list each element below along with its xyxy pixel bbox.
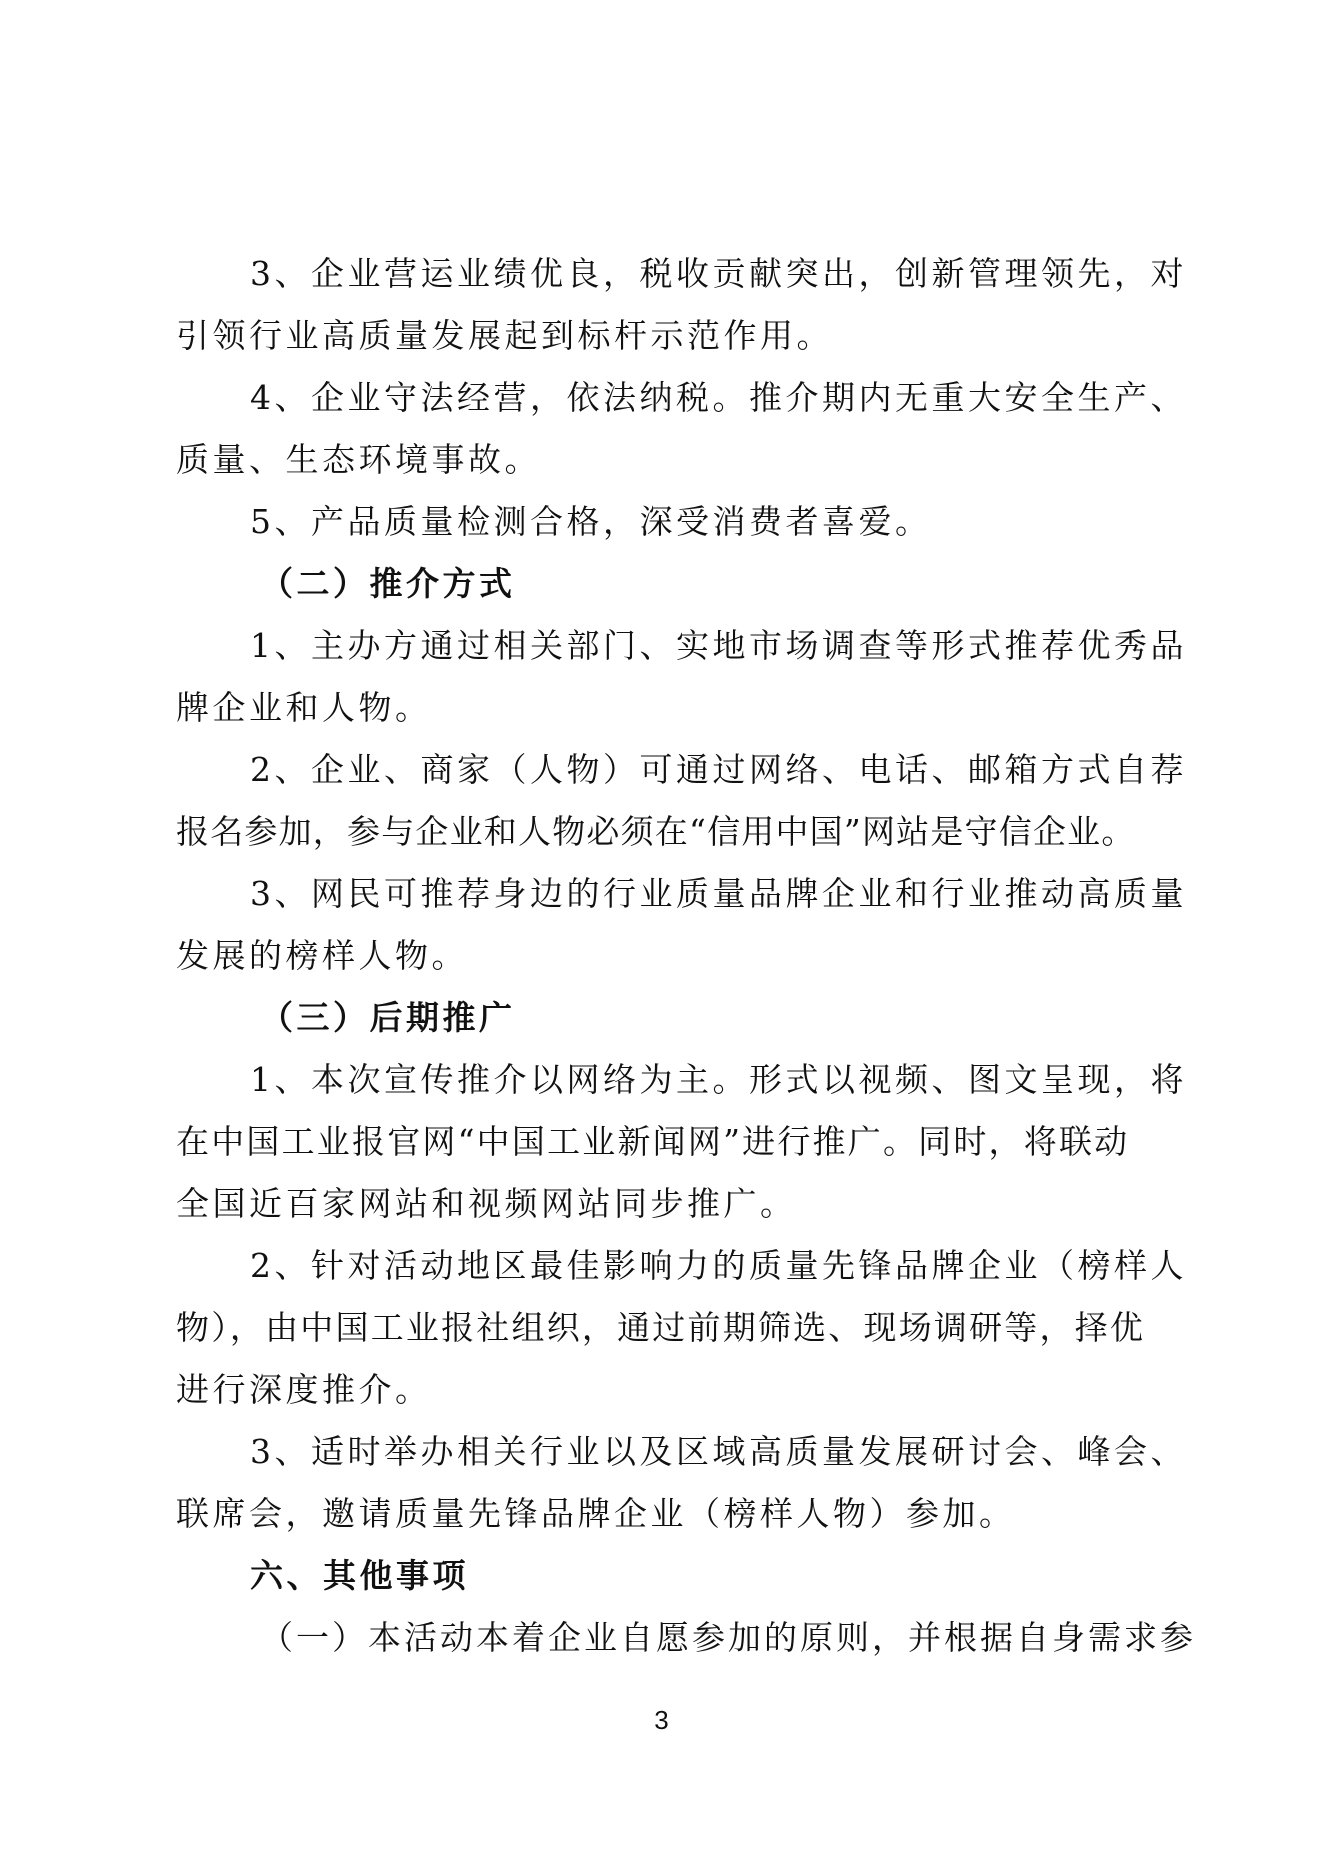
paragraph-line: 进行深度推介。 — [176, 1370, 432, 1409]
paragraph-line: 质量、生态环境事故。 — [176, 440, 541, 479]
page-number: 3 — [654, 1705, 669, 1735]
section-heading: 六、其他事项 — [250, 1556, 469, 1595]
subsection-heading: （三）后期推广 — [260, 998, 516, 1037]
paragraph-line: 物），由中国工业报社组织，通过前期筛选、现场调研等，择优 — [176, 1308, 1146, 1347]
paragraph-line: 发展的榜样人物。 — [176, 936, 468, 975]
paragraph-line: 1、本次宣传推介以网络为主。形式以视频、图文呈现，将 — [250, 1060, 1187, 1099]
paragraph-line: 牌企业和人物。 — [176, 688, 432, 727]
paragraph-line: 3、网民可推荐身边的行业质量品牌企业和行业推动高质量 — [250, 874, 1187, 913]
paragraph-line: 4、企业守法经营，依法纳税。推介期内无重大安全生产、 — [250, 378, 1187, 417]
paragraph-line: 2、针对活动地区最佳影响力的质量先锋品牌企业（榜样人 — [250, 1246, 1187, 1285]
subsection-heading: （二）推介方式 — [260, 564, 516, 603]
paragraph-line: 报名参加，参与企业和人物必须在“信用中国”网站是守信企业。 — [176, 812, 1136, 851]
paragraph-line: 5、产品质量检测合格，深受消费者喜爱。 — [250, 502, 932, 541]
paragraph-line: 全国近百家网站和视频网站同步推广。 — [176, 1184, 797, 1223]
paragraph-line: （一）本活动本着企业自愿参加的原则，并根据自身需求参 — [260, 1618, 1196, 1657]
paragraph-line: 引领行业高质量发展起到标杆示范作用。 — [176, 316, 833, 355]
paragraph-line: 3、企业营运业绩优良，税收贡献突出，创新管理领先，对 — [250, 254, 1187, 293]
paragraph-line: 联席会，邀请质量先锋品牌企业（榜样人物）参加。 — [176, 1494, 1016, 1533]
paragraph-line: 2、企业、商家（人物）可通过网络、电话、邮箱方式自荐 — [250, 750, 1187, 789]
paragraph-line: 3、适时举办相关行业以及区域高质量发展研讨会、峰会、 — [250, 1432, 1187, 1471]
paragraph-line: 1、主办方通过相关部门、实地市场调查等形式推荐优秀品 — [250, 626, 1187, 665]
paragraph-line: 在中国工业报官网“中国工业新闻网”进行推广。同时，将联动 — [176, 1122, 1130, 1161]
